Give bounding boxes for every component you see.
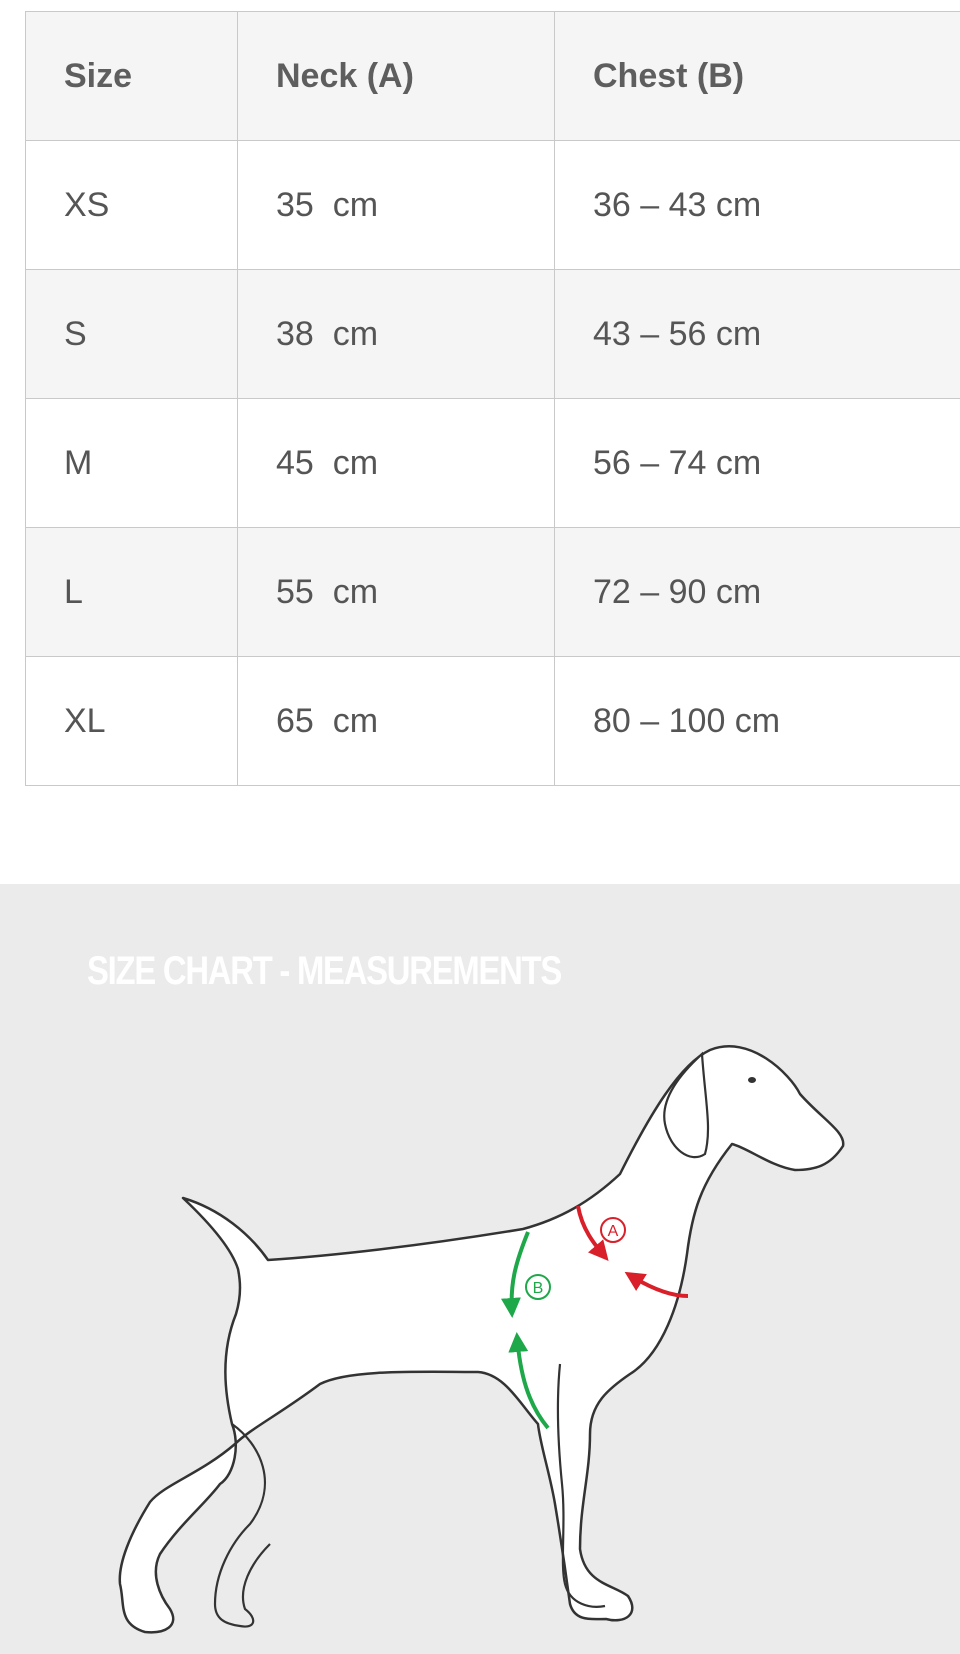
header-neck: Neck (A): [238, 12, 555, 141]
header-size: Size: [26, 12, 238, 141]
dog-body-outline: [120, 1046, 843, 1632]
table-row: [26, 399, 960, 528]
cell-size: XL: [26, 657, 238, 786]
table-header-row: [26, 12, 960, 141]
dog-eye-icon: [748, 1077, 756, 1083]
marker-b-label: B: [532, 1280, 544, 1297]
dog-illustration: [0, 884, 960, 1654]
cell-neck: 45 cm: [238, 399, 555, 528]
cell-neck: 65 cm: [238, 657, 555, 786]
cell-chest: 56 – 74 cm: [555, 399, 960, 528]
table-row: [26, 141, 960, 270]
cell-chest: 36 – 43 cm: [555, 141, 960, 270]
marker-a-label: A: [607, 1223, 619, 1240]
cell-size: M: [26, 399, 238, 528]
size-table: [25, 11, 960, 786]
chart-title: SIZE CHART - MEASUREMENTS: [87, 949, 562, 993]
cell-size: XS: [26, 141, 238, 270]
cell-size: S: [26, 270, 238, 399]
table-row: [26, 657, 960, 786]
cell-chest: 80 – 100 cm: [555, 657, 960, 786]
header-chest: Chest (B): [555, 12, 960, 141]
cell-chest: 43 – 56 cm: [555, 270, 960, 399]
table-row: [26, 528, 960, 657]
measurements-panel: [0, 884, 960, 1654]
cell-neck: 38 cm: [238, 270, 555, 399]
cell-neck: 55 cm: [238, 528, 555, 657]
table-row: [26, 270, 960, 399]
cell-chest: 72 – 90 cm: [555, 528, 960, 657]
cell-neck: 35 cm: [238, 141, 555, 270]
cell-size: L: [26, 528, 238, 657]
dog-ear-outline: [664, 1054, 708, 1157]
